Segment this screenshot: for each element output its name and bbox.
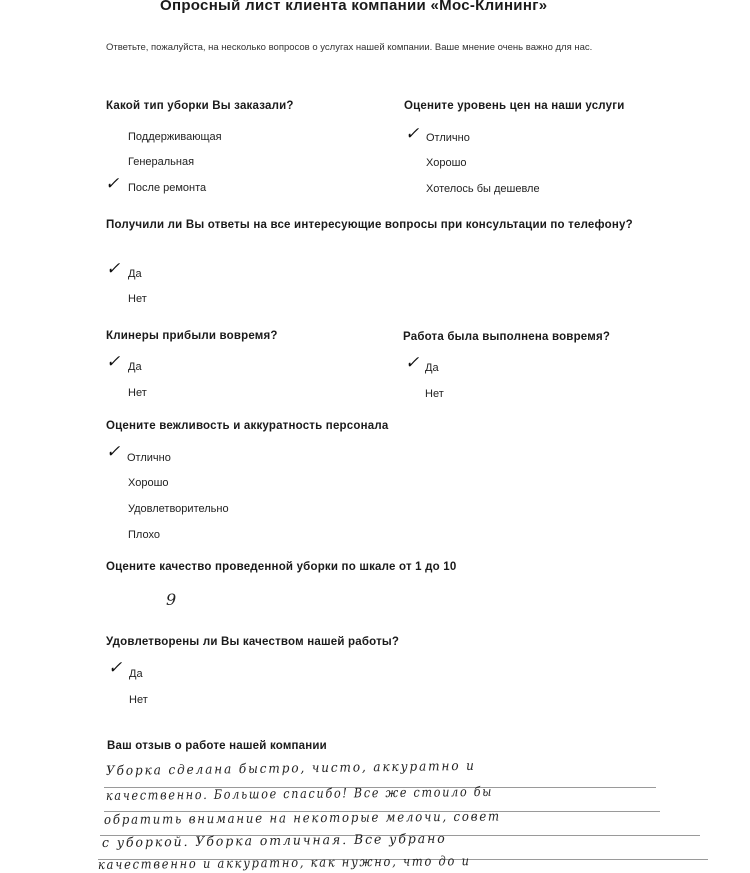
option-satisfied-no[interactable]: Нет: [129, 694, 148, 706]
review-label: Ваш отзыв о работе нашей компании: [107, 740, 327, 752]
question-satisfaction: Удовлетворены ли Вы качеством нашей работы?: [106, 636, 400, 648]
check-mark-icon: ✓: [106, 352, 121, 372]
check-mark-icon: ✓: [105, 174, 120, 194]
review-text-line[interactable]: обратить внимание на некоторые мелочи, совет: [103, 809, 501, 828]
check-mark-icon: ✓: [108, 658, 123, 678]
quality-score-answer[interactable]: 9: [166, 590, 177, 609]
option-politeness-excellent[interactable]: Отлично: [127, 452, 171, 464]
question-consultation: Получили ли Вы ответы на все интересующие вопросы при консультации по телефону?: [106, 219, 633, 231]
question-cleaning-type: Какой тип уборки Вы заказали?: [106, 100, 294, 112]
review-text-line[interactable]: качественно. Большое спасибо! Все же стоило бы: [105, 784, 494, 804]
question-work-on-time: Работа была выполнена вовремя?: [403, 331, 611, 343]
check-mark-icon: ✓: [106, 259, 121, 279]
option-politeness-poor[interactable]: Плохо: [128, 529, 160, 541]
option-politeness-satisfactory[interactable]: Удовлетворительно: [128, 503, 229, 515]
form-title: Опросный лист клиента компании «Мос-Клининг»: [160, 0, 548, 14]
question-arrival-on-time: Клинеры прибыли вовремя?: [106, 330, 278, 342]
review-text-line[interactable]: качественно и аккуратно, как нужно, что до и: [97, 854, 471, 873]
check-mark-icon: ✓: [405, 124, 420, 144]
review-text-line[interactable]: с уборкой. Уборка отличная. Все убрано: [101, 831, 447, 851]
form-intro: Ответьте, пожалуйста, на несколько вопросов о услугах нашей компании. Ваше мнение очень важно для нас.: [106, 42, 593, 53]
option-consultation-yes[interactable]: Да: [128, 268, 142, 280]
review-text-line[interactable]: Уборка сделана быстро, чисто, аккуратно и: [105, 758, 476, 779]
option-work-on-time-yes[interactable]: Да: [425, 362, 439, 374]
option-price-cheaper[interactable]: Хотелось бы дешевле: [426, 183, 540, 195]
option-politeness-good[interactable]: Хорошо: [128, 477, 169, 489]
option-satisfied-yes[interactable]: Да: [129, 668, 143, 680]
option-price-good[interactable]: Хорошо: [426, 157, 467, 169]
check-mark-icon: ✓: [106, 442, 121, 462]
question-staff-politeness: Оцените вежливость и аккуратность персонала: [106, 420, 389, 432]
option-work-on-time-no[interactable]: Нет: [425, 388, 444, 400]
option-cleaning-maintenance[interactable]: Поддерживающая: [128, 131, 222, 143]
option-price-excellent[interactable]: Отлично: [426, 132, 470, 144]
option-arrival-yes[interactable]: Да: [128, 361, 142, 373]
option-cleaning-general[interactable]: Генеральная: [128, 156, 195, 168]
check-mark-icon: ✓: [405, 353, 420, 373]
option-cleaning-after-repair[interactable]: После ремонта: [128, 182, 207, 194]
option-arrival-no[interactable]: Нет: [128, 387, 147, 399]
question-quality-score: Оцените качество проведенной уборки по шкале от 1 до 10: [106, 561, 457, 573]
option-consultation-no[interactable]: Нет: [128, 293, 147, 305]
question-price-level: Оцените уровень цен на наши услуги: [404, 100, 625, 112]
